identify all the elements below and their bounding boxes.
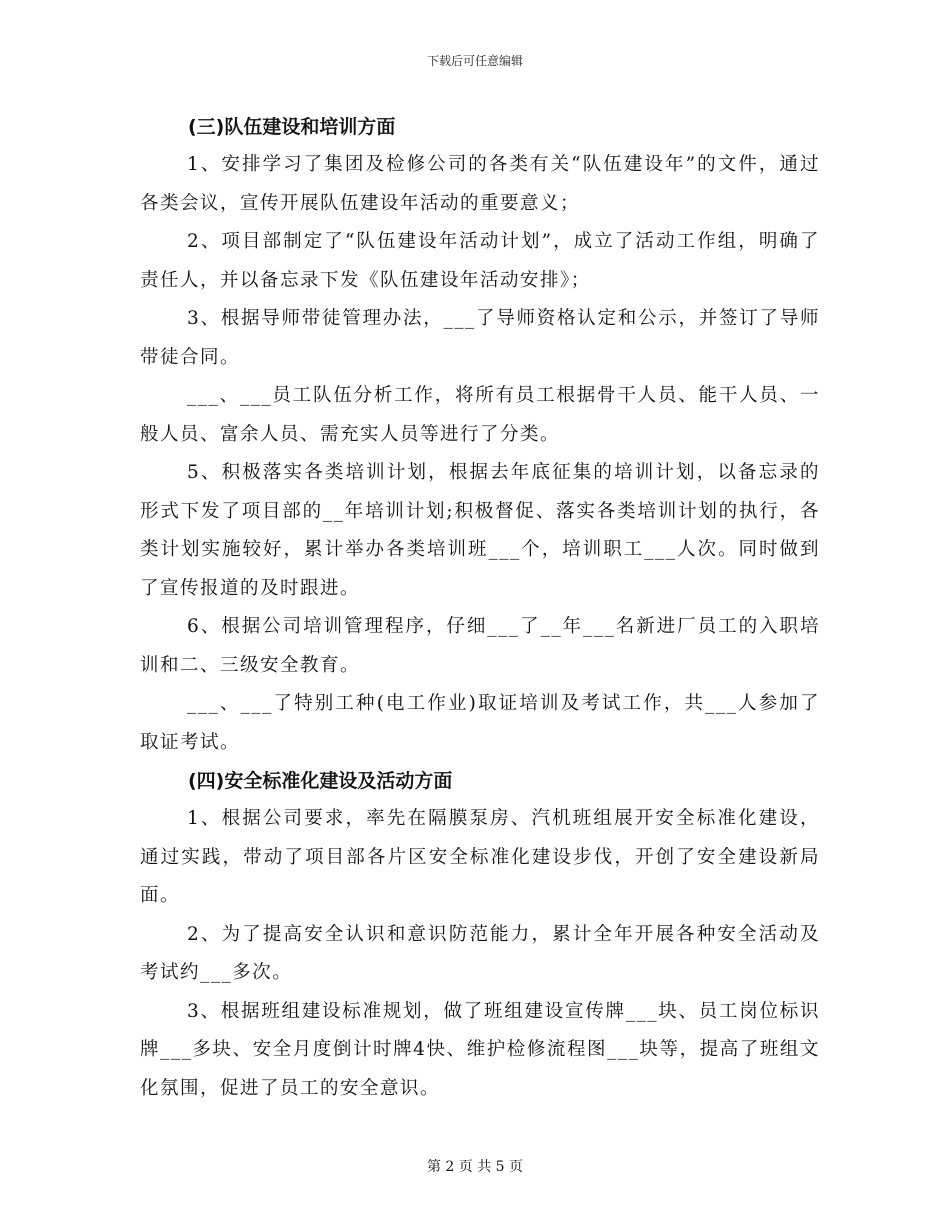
section-safety-standardization	[140, 762, 820, 1108]
paragraph: 3、根据导师带徒管理办法，___了导师资格认定和公示，并签订了导师带徒合同。	[140, 308, 820, 368]
paragraph: 1、安排学习了集团及检修公司的各类有关“队伍建设年”的文件，通过各类会议，宣传开展队伍建设年活动的重要意义；	[140, 154, 820, 214]
paragraph: 5、积极落实各类培训计划，根据去年底征集的培训计划，以备忘录的形式下发了项目部的__年培训计划;积极督促、落实各类培训计划的执行，各类计划实施较好，累计举办各类培训班___个，培训职工___人次。同时做到了宣传报道的及时跟进。	[140, 462, 820, 599]
paragraph: ___、___了特别工种(电工作业)取证培训及考试工作，共___人参加了取证考试。	[140, 693, 820, 753]
paragraph: 3、根据班组建设标准规划，做了班组建设宣传牌___块、员工岗位标识牌___多块、安全月度倒计时牌4快、维护检修流程图___块等，提高了班组文化氛围，促进了员工的安全意识。	[140, 1000, 820, 1099]
document-body	[140, 108, 820, 1108]
paragraph: 2、为了提高安全认识和意识防范能力，累计全年开展各种安全活动及考试约___多次。	[140, 923, 820, 983]
section-team-building	[140, 108, 820, 762]
paragraph: 2、项目部制定了“队伍建设年活动计划”，成立了活动工作组，明确了责任人，并以备忘录下发《队伍建设年活动安排》；	[140, 231, 820, 291]
page-footer: 第 2 页 共 5 页	[426, 1159, 524, 1175]
paragraph: ___、___员工队伍分析工作，将所有员工根据骨干人员、能干人员、一般人员、富余人员、需充实人员等进行了分类。	[140, 385, 820, 445]
section-heading: (三)队伍建设和培训方面	[188, 116, 396, 138]
section-heading: (四)安全标准化建设及活动方面	[188, 770, 453, 792]
paragraph: 1、根据公司要求，率先在隔膜泵房、汽机班组展开安全标准化建设，通过实践，带动了项目部各片区安全标准化建设步伐，开创了安全建设新局面。	[140, 808, 820, 906]
paragraph: 6、根据公司培训管理程序，仔细___了__年___名新进厂员工的入职培训和二、三级安全教育。	[140, 616, 820, 676]
page-header: 下载后可任意编辑	[426, 54, 523, 68]
